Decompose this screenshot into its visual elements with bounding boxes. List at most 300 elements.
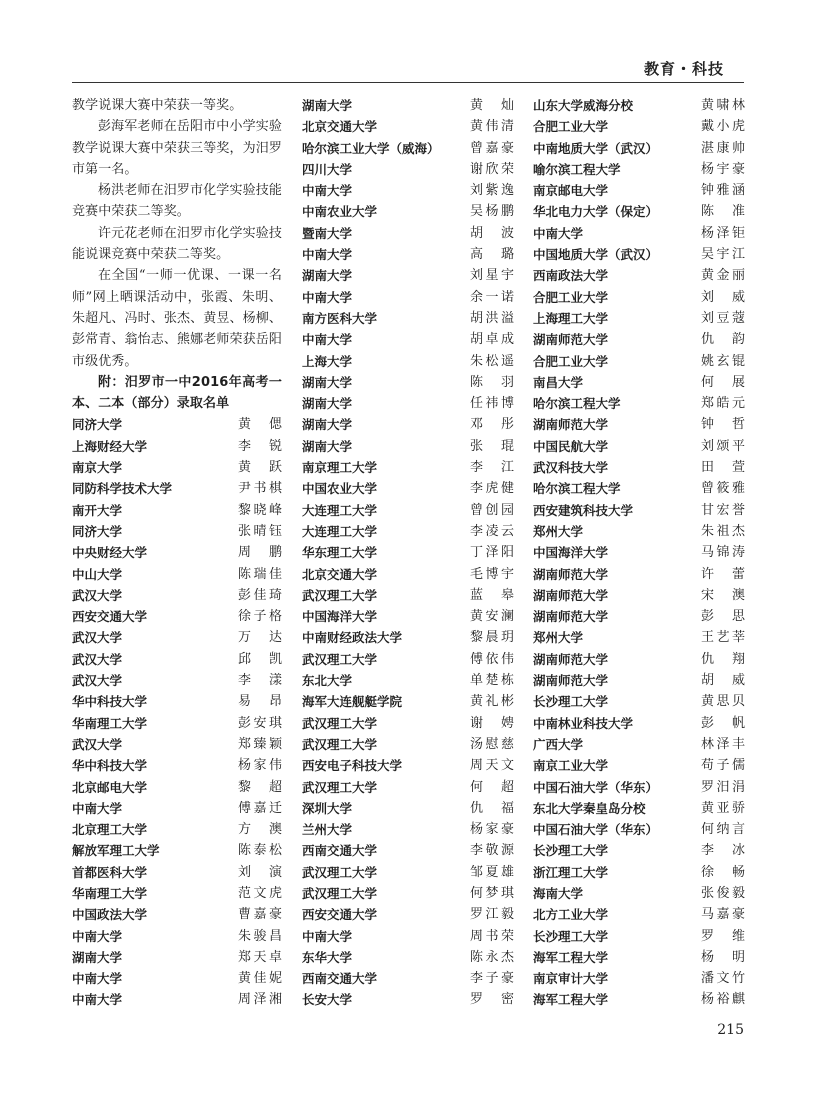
- university-name: 湖南师范大学: [533, 417, 609, 433]
- list-row: [302, 989, 514, 1010]
- list-row: [533, 989, 745, 1010]
- university-name: 中国民航大学: [533, 438, 609, 454]
- student-name: 傅嘉迁: [238, 800, 282, 816]
- list-row: [72, 457, 282, 478]
- list-row: [533, 138, 745, 159]
- list-row: [302, 521, 514, 542]
- student-name: 宋 澳: [701, 587, 745, 603]
- university-name: 南京审计大学: [533, 971, 609, 987]
- university-name: 海军大连舰艇学院: [302, 694, 403, 710]
- student-name: 彭佳琦: [238, 587, 282, 603]
- university-name: 华南理工大学: [72, 885, 148, 901]
- university-name: 中南大学: [72, 992, 123, 1008]
- student-name: 黄伟清: [470, 119, 514, 135]
- list-row: [533, 436, 745, 457]
- university-name: 武汉理工大学: [302, 885, 378, 901]
- list-row: [533, 862, 745, 883]
- student-name: 黄 偲: [238, 417, 282, 433]
- column-3: [533, 95, 745, 1011]
- list-row: [302, 606, 514, 627]
- student-name: 刘紫逸: [470, 183, 514, 199]
- university-name: 华中科技大学: [72, 758, 148, 774]
- university-name: 浙江理工大学: [533, 864, 609, 880]
- student-name: 尹书棋: [238, 481, 282, 497]
- university-name: 海南大学: [533, 885, 584, 901]
- student-name: 王艺莘: [701, 630, 745, 646]
- university-name: 中国石油大学（华东）: [533, 779, 659, 795]
- list-row: [302, 372, 514, 393]
- university-name: 北京交通大学: [302, 119, 378, 135]
- admission-list-col2: [302, 95, 514, 1011]
- student-name: 邓 彤: [470, 417, 514, 433]
- student-name: 谢欣荣: [470, 161, 514, 177]
- student-name: 田 萱: [701, 460, 745, 476]
- list-row: [302, 947, 514, 968]
- university-name: 湖南师范大学: [533, 609, 609, 625]
- university-name: 同济大学: [72, 417, 123, 433]
- list-row: [302, 436, 514, 457]
- university-name: 西南交通大学: [302, 843, 378, 859]
- university-name: 武汉理工大学: [302, 779, 378, 795]
- student-name: 黄啸林: [701, 98, 745, 113]
- student-name: 丁泽阳: [470, 545, 514, 561]
- university-name: 中国地质大学（武汉）: [533, 247, 659, 263]
- intro-paragraph-3: 杨洪老师在汨罗市化学实验技能竞赛中荣获二等奖。: [72, 183, 282, 220]
- student-name: 杨家豪: [470, 822, 514, 838]
- student-name: 黄金丽: [701, 268, 745, 284]
- list-row: [72, 734, 282, 755]
- student-name: 钟 哲: [701, 417, 745, 433]
- list-row: [302, 180, 514, 201]
- student-name: 吴杨鹏: [470, 204, 514, 220]
- intro-paragraph-1: 教学说课大赛中荣获一等奖。: [72, 98, 243, 113]
- list-row: [302, 393, 514, 414]
- university-name: 中南大学: [302, 289, 353, 305]
- university-name: 中山大学: [72, 566, 123, 582]
- university-name: 中国农业大学: [302, 481, 378, 497]
- student-name: 黄佳妮: [238, 971, 282, 987]
- student-name: 陈永杰: [470, 949, 514, 965]
- list-row: [533, 585, 745, 606]
- university-name: 北京理工大学: [72, 822, 148, 838]
- list-row: [302, 691, 514, 712]
- list-row: [302, 840, 514, 861]
- university-name: 武汉大学: [72, 651, 123, 667]
- university-name: 华中科技大学: [72, 694, 148, 710]
- university-name: 武汉大学: [72, 736, 123, 752]
- university-name: 长沙理工大学: [533, 694, 609, 710]
- university-name: 南京理工大学: [302, 460, 378, 476]
- student-name: 何梦琪: [470, 885, 514, 901]
- list-row: [302, 457, 514, 478]
- student-name: 仇 翔: [701, 651, 745, 667]
- intro-paragraph-2: 彭海军老师在岳阳市中小学实验教学说课大赛中荣获三等奖，为汨罗市第一名。: [72, 119, 282, 177]
- student-name: 黄礼彬: [470, 694, 514, 710]
- list-row: [302, 755, 514, 776]
- list-row: [302, 287, 514, 308]
- student-name: 刘 威: [701, 289, 745, 305]
- student-name: 李敬源: [470, 843, 514, 859]
- university-name: 东华大学: [302, 949, 353, 965]
- section-header-label: 教育・科技: [643, 60, 724, 78]
- university-name: 湖南师范大学: [533, 673, 609, 689]
- list-row: [72, 798, 282, 819]
- admission-list-col3: [533, 95, 745, 1011]
- university-name: 南京大学: [72, 460, 123, 476]
- column-2: [302, 95, 514, 1011]
- list-row: [72, 947, 282, 968]
- header-rule: [72, 82, 744, 83]
- university-name: 海军工程大学: [533, 949, 609, 965]
- university-name: 南京工业大学: [533, 758, 609, 774]
- list-row: [533, 904, 745, 925]
- university-name: 湖南师范大学: [533, 332, 609, 348]
- student-name: 周 鹏: [238, 545, 282, 561]
- student-name: 刘豆蔻: [701, 310, 745, 326]
- student-name: 许 蕾: [701, 566, 745, 582]
- list-row: [302, 904, 514, 925]
- student-name: 刘星宇: [470, 268, 514, 284]
- university-name: 北京邮电大学: [72, 779, 148, 795]
- intro-paragraph-5: 在全国“一师一优课、一课一名师”网上晒课活动中，张霞、朱明、朱超凡、冯时、张杰、黄昱、杨柳、彭常青、翁怡志、熊娜老师荣获岳阳市级优秀。: [72, 268, 282, 369]
- university-name: 上海大学: [302, 353, 353, 369]
- university-name: 武汉大学: [72, 630, 123, 646]
- list-row: [302, 265, 514, 286]
- student-name: 罗 维: [701, 928, 745, 944]
- university-name: 山东大学威海分校: [533, 98, 634, 113]
- list-row: [302, 627, 514, 648]
- student-name: 姚玄锟: [701, 353, 745, 369]
- list-row: [72, 606, 282, 627]
- list-row: [533, 351, 745, 372]
- student-name: 周天文: [470, 758, 514, 774]
- student-name: 李 江: [470, 460, 514, 476]
- university-name: 同防科学技术大学: [72, 481, 173, 497]
- student-name: 黄亚骄: [701, 800, 745, 816]
- student-name: 刘 演: [238, 864, 282, 880]
- list-row: [533, 265, 745, 286]
- list-row: [72, 883, 282, 904]
- admission-list-col1: [72, 414, 282, 1010]
- student-name: 戴小虎: [701, 119, 745, 135]
- list-row: [72, 862, 282, 883]
- student-name: 杨家伟: [238, 758, 282, 774]
- list-row: [533, 542, 745, 563]
- student-name: 李 冰: [701, 843, 745, 859]
- university-name: 湖南大学: [302, 417, 353, 433]
- student-name: 杨 明: [701, 949, 745, 965]
- list-row: [302, 862, 514, 883]
- university-name: 郑州大学: [533, 523, 584, 539]
- list-row: [302, 585, 514, 606]
- list-row: [302, 670, 514, 691]
- list-row: [302, 95, 514, 116]
- list-row: [72, 542, 282, 563]
- student-name: 罗汨涓: [701, 779, 745, 795]
- student-name: 任祎博: [470, 396, 514, 412]
- appendix-title: 附：汨罗市一中2016年高考一本、二本（部分）录取名单: [72, 374, 282, 412]
- list-row: [302, 649, 514, 670]
- list-row: [302, 819, 514, 840]
- university-name: 武汉大学: [72, 587, 123, 603]
- university-name: 南昌大学: [533, 374, 584, 390]
- university-name: 中南大学: [302, 247, 353, 263]
- list-row: [72, 478, 282, 499]
- list-row: [72, 904, 282, 925]
- student-name: 彭 思: [701, 609, 745, 625]
- university-name: 南开大学: [72, 502, 123, 518]
- student-name: 李 锐: [238, 438, 282, 454]
- student-name: 黎晨玥: [470, 630, 514, 646]
- student-name: 蓝 皋: [470, 587, 514, 603]
- university-name: 武汉理工大学: [302, 864, 378, 880]
- student-name: 何 超: [470, 779, 514, 795]
- university-name: 中国海洋大学: [302, 609, 378, 625]
- list-row: [533, 329, 745, 350]
- student-name: 胡洪溢: [470, 310, 514, 326]
- page-number: 215: [717, 1022, 744, 1038]
- university-name: 湖南大学: [72, 949, 123, 965]
- student-name: 黄思贝: [701, 694, 745, 710]
- university-name: 南京邮电大学: [533, 183, 609, 199]
- university-name: 解放军理工大学: [72, 843, 160, 859]
- student-name: 易 昂: [238, 694, 282, 710]
- student-name: 吴宇江: [701, 247, 745, 263]
- university-name: 上海理工大学: [533, 310, 609, 326]
- university-name: 四川大学: [302, 161, 353, 177]
- university-name: 武汉科技大学: [533, 460, 609, 476]
- student-name: 潘文竹: [701, 971, 745, 987]
- student-name: 万 达: [238, 630, 282, 646]
- list-row: [302, 500, 514, 521]
- list-row: [72, 670, 282, 691]
- list-row: [72, 649, 282, 670]
- list-row: [302, 414, 514, 435]
- list-row: [302, 329, 514, 350]
- university-name: 郑州大学: [533, 630, 584, 646]
- student-name: 邱 凯: [238, 651, 282, 667]
- list-row: [302, 734, 514, 755]
- list-row: [72, 414, 282, 435]
- university-name: 长安大学: [302, 992, 353, 1008]
- list-row: [533, 201, 745, 222]
- student-name: 黎晓峰: [238, 502, 282, 518]
- list-row: [533, 159, 745, 180]
- student-name: 徐子格: [238, 609, 282, 625]
- student-name: 杨宇豪: [701, 161, 745, 177]
- student-name: 邹夏雄: [470, 864, 514, 880]
- list-row: [533, 521, 745, 542]
- university-name: 北方工业大学: [533, 907, 609, 923]
- list-row: [533, 500, 745, 521]
- list-row: [302, 223, 514, 244]
- university-name: 湖南大学: [302, 98, 353, 113]
- university-name: 华北电力大学（保定）: [533, 204, 659, 220]
- student-name: 李凌云: [470, 523, 514, 539]
- university-name: 湖南师范大学: [533, 566, 609, 582]
- university-name: 长沙理工大学: [533, 928, 609, 944]
- list-row: [302, 542, 514, 563]
- list-row: [533, 691, 745, 712]
- list-row: [533, 244, 745, 265]
- student-name: 陈瑞佳: [238, 566, 282, 582]
- university-name: 中国政法大学: [72, 907, 148, 923]
- student-name: 朱祖杰: [701, 523, 745, 539]
- university-name: 喻尔滨工程大学: [533, 161, 621, 177]
- university-name: 中央财经大学: [72, 545, 148, 561]
- student-name: 胡 威: [701, 673, 745, 689]
- list-row: [533, 883, 745, 904]
- university-name: 中南大学: [302, 928, 353, 944]
- university-name: 中南林业科技大学: [533, 715, 634, 731]
- student-name: 朱骏昌: [238, 928, 282, 944]
- student-name: 郑皓元: [701, 396, 745, 412]
- list-row: [302, 713, 514, 734]
- student-name: 黄安澜: [470, 609, 514, 625]
- list-row: [72, 585, 282, 606]
- student-name: 朱松遥: [470, 353, 514, 369]
- list-row: [533, 287, 745, 308]
- list-row: [302, 968, 514, 989]
- list-row: [302, 564, 514, 585]
- list-row: [533, 457, 745, 478]
- university-name: 合肥工业大学: [533, 119, 609, 135]
- student-name: 林泽丰: [701, 736, 745, 752]
- university-name: 大连理工大学: [302, 502, 378, 518]
- list-row: [533, 606, 745, 627]
- university-name: 武汉理工大学: [302, 736, 378, 752]
- student-name: 谢 娉: [470, 715, 514, 731]
- list-row: [72, 989, 282, 1010]
- university-name: 合肥工业大学: [533, 289, 609, 305]
- list-row: [533, 627, 745, 648]
- university-name: 大连理工大学: [302, 523, 378, 539]
- university-name: 湖南大学: [302, 268, 353, 284]
- student-name: 曾创园: [470, 502, 514, 518]
- list-row: [533, 777, 745, 798]
- student-name: 湛康帅: [701, 140, 745, 156]
- university-name: 中南大学: [72, 800, 123, 816]
- list-row: [302, 351, 514, 372]
- university-name: 中南地质大学（武汉）: [533, 140, 659, 156]
- university-name: 西安建筑科技大学: [533, 502, 634, 518]
- list-row: [533, 798, 745, 819]
- university-name: 中南农业大学: [302, 204, 378, 220]
- university-name: 中南大学: [302, 332, 353, 348]
- student-name: 徐 畅: [701, 864, 745, 880]
- list-row: [533, 478, 745, 499]
- university-name: 华东理工大学: [302, 545, 378, 561]
- university-name: 南方医科大学: [302, 310, 378, 326]
- list-row: [72, 755, 282, 776]
- university-name: 上海财经大学: [72, 438, 148, 454]
- student-name: 高 璐: [470, 247, 514, 263]
- university-name: 东北大学秦皇岛分校: [533, 800, 646, 816]
- university-name: 湖南师范大学: [533, 587, 609, 603]
- university-name: 合肥工业大学: [533, 353, 609, 369]
- list-row: [533, 840, 745, 861]
- student-name: 曹嘉豪: [238, 907, 282, 923]
- university-name: 西安交通大学: [72, 609, 148, 625]
- university-name: 武汉理工大学: [302, 715, 378, 731]
- list-row: [72, 436, 282, 457]
- list-row: [72, 926, 282, 947]
- university-name: 东北大学: [302, 673, 353, 689]
- list-row: [533, 308, 745, 329]
- university-name: 中南大学: [72, 928, 123, 944]
- university-name: 中南大学: [302, 183, 353, 199]
- university-name: 同济大学: [72, 523, 123, 539]
- university-name: 哈尔滨工程大学: [533, 396, 621, 412]
- student-name: 黄 跃: [238, 460, 282, 476]
- student-name: 李虎健: [470, 481, 514, 497]
- student-name: 钟雅涵: [701, 183, 745, 199]
- intro-paragraph-4: 许元花老师在汨罗市化学实验技能说课竞赛中荣获二等奖。: [72, 225, 282, 263]
- university-name: 湖南大学: [302, 374, 353, 390]
- university-name: 哈尔滨工程大学: [533, 481, 621, 497]
- list-row: [72, 840, 282, 861]
- student-name: 苟子儒: [701, 758, 745, 774]
- list-row: [72, 968, 282, 989]
- student-name: 陈 准: [701, 204, 745, 220]
- student-name: 彭 帆: [701, 715, 745, 731]
- list-row: [533, 819, 745, 840]
- student-name: 马嘉豪: [701, 907, 745, 923]
- university-name: 武汉大学: [72, 673, 123, 689]
- student-name: 黎 超: [238, 779, 282, 795]
- list-row: [302, 926, 514, 947]
- list-row: [533, 755, 745, 776]
- university-name: 武汉理工大学: [302, 651, 378, 667]
- student-name: 刘颂平: [701, 438, 745, 454]
- student-name: 仇 韵: [701, 332, 745, 348]
- student-name: 仇 福: [470, 800, 514, 816]
- university-name: 西安交通大学: [302, 907, 378, 923]
- student-name: 胡 波: [470, 225, 514, 241]
- university-name: 暨南大学: [302, 225, 353, 241]
- student-name: 张俊毅: [701, 885, 745, 901]
- student-name: 单楚栋: [470, 673, 514, 689]
- student-name: 范文虎: [238, 885, 282, 901]
- list-row: [72, 500, 282, 521]
- student-name: 傅依伟: [470, 651, 514, 667]
- student-name: 胡卓成: [470, 332, 514, 348]
- student-name: 方 澳: [238, 822, 282, 838]
- list-row: [72, 713, 282, 734]
- student-name: 罗江毅: [470, 907, 514, 923]
- list-row: [302, 138, 514, 159]
- list-row: [302, 159, 514, 180]
- student-name: 陈 羽: [470, 374, 514, 390]
- list-row: [302, 883, 514, 904]
- list-row: [533, 968, 745, 989]
- student-name: 彭安琪: [238, 715, 282, 731]
- list-row: [302, 116, 514, 137]
- university-name: 首都医科大学: [72, 864, 148, 880]
- university-name: 西南政法大学: [533, 268, 609, 284]
- student-name: 汤慰慈: [470, 736, 514, 752]
- student-name: 马锦涛: [701, 545, 745, 561]
- university-name: 哈尔滨工业大学（威海）: [302, 140, 440, 156]
- university-name: 海军工程大学: [533, 992, 609, 1008]
- university-name: 兰州大学: [302, 822, 353, 838]
- university-name: 湖南大学: [302, 396, 353, 412]
- list-row: [72, 564, 282, 585]
- student-name: 何纳言: [701, 822, 745, 838]
- list-row: [302, 201, 514, 222]
- student-name: 黄 灿: [470, 98, 514, 113]
- university-name: 中南大学: [72, 971, 123, 987]
